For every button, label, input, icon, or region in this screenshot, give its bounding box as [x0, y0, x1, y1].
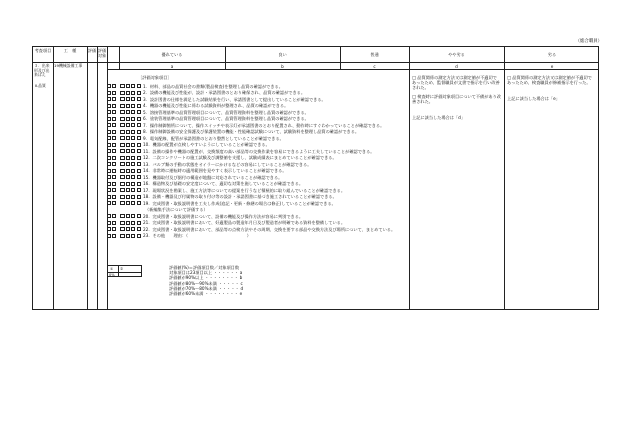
check-square[interactable]	[120, 188, 124, 192]
check-square[interactable]	[107, 104, 111, 108]
check-square[interactable]	[126, 169, 130, 173]
check-square[interactable]	[131, 201, 135, 205]
col_e_text-line: 上記に該当した場合は「e」	[507, 96, 560, 102]
criteria-text: 3．設計図書の仕様を満足した試験結果を行い、承諾図書として提出していることが確認できる。	[143, 96, 326, 102]
criteria-text: 11．設備の操作や機器の配置が、交換頻度の高い部品等の交換作業を容易にできるように工夫していることが確認できる。	[143, 148, 375, 154]
check-square[interactable]	[107, 195, 111, 199]
criteria-checkbox[interactable]	[137, 182, 141, 186]
check-square[interactable]	[107, 84, 111, 88]
check-square[interactable]	[126, 221, 130, 225]
criteria-text: 18．設備・機器及び付属物の取り付け等の設計・承諾図書に基づき施工されていることが確認できる。	[143, 194, 337, 200]
criteria-text: 10．機器の配置が点検しやすいようにしていることが確認できる。	[143, 142, 270, 148]
check-square[interactable]	[107, 143, 111, 147]
header-grade-d: やや劣る	[448, 52, 465, 57]
check-square[interactable]	[120, 91, 124, 95]
grade-c-letter: c	[373, 63, 376, 69]
check-square[interactable]	[120, 201, 124, 205]
criteria-text: 13．バルブ類の手動の状態をオイラーにかけるなどの容易にしていることが確認できる。	[143, 161, 312, 167]
check-square[interactable]	[107, 136, 111, 140]
judge-box	[107, 265, 142, 277]
grade-d-letter: d	[455, 63, 458, 69]
check-square[interactable]	[131, 234, 135, 238]
header-grade-b: 良い	[278, 52, 287, 57]
check-square[interactable]	[107, 130, 111, 134]
check-square[interactable]	[120, 227, 124, 231]
check-square[interactable]	[126, 143, 130, 147]
criteria-text: 5．溶接管理基準の品質管理項目について、品質管理資料を整理し品質の確認ができる。	[143, 109, 309, 115]
check-square[interactable]	[126, 188, 130, 192]
grade-e-conditions	[507, 75, 596, 105]
criteria-text: 4．機器の機能及び性能に係わる試験資料が整理され、品質の確認ができる。	[143, 103, 289, 109]
header-grade-e: 劣る	[547, 52, 557, 57]
check-square[interactable]	[112, 156, 116, 160]
check-square[interactable]	[112, 175, 116, 179]
check-square[interactable]	[131, 149, 135, 153]
check-square[interactable]	[126, 182, 130, 186]
check-square[interactable]	[120, 162, 124, 166]
check-square[interactable]	[112, 221, 116, 225]
check-square[interactable]	[112, 110, 116, 114]
criteria-checkbox[interactable]	[137, 188, 141, 192]
check-square[interactable]	[120, 182, 124, 186]
header-eval-target: 評価対象	[97, 48, 107, 58]
scoring-rules	[169, 265, 243, 296]
check-square[interactable]	[120, 169, 124, 173]
check-square[interactable]	[120, 156, 124, 160]
check-square[interactable]	[131, 84, 135, 88]
criteria-checkbox[interactable]	[137, 149, 141, 153]
scoring-line: 評価値が60%未満 ・・・・・・・・ e	[169, 291, 243, 297]
check-square[interactable]	[107, 169, 111, 173]
check-square[interactable]	[126, 84, 130, 88]
check-square[interactable]	[126, 234, 130, 238]
check-square[interactable]	[126, 130, 130, 134]
check-square[interactable]	[131, 182, 135, 186]
check-square[interactable]	[112, 84, 116, 88]
check-square[interactable]	[112, 97, 116, 101]
check-square[interactable]	[131, 169, 135, 173]
col_d_text-line: 上記に該当した場合は「d」	[412, 115, 465, 121]
criteria-checkbox[interactable]	[137, 84, 141, 88]
check-square[interactable]	[107, 201, 111, 205]
check-square[interactable]	[112, 143, 116, 147]
criteria-text: 22．完成図書・取扱説明書において、部品等の点検方法やその周期、交換を要する部品や交換方法及び場所について、まとめている。	[143, 226, 396, 232]
check-square[interactable]	[107, 162, 111, 166]
scoring-line: 対象項目は23項目以上 ・・・・・・ a	[169, 270, 243, 276]
check-square[interactable]	[126, 156, 130, 160]
check-square[interactable]	[120, 214, 124, 218]
check-square[interactable]	[112, 123, 116, 127]
check-square[interactable]	[107, 175, 111, 179]
check-square[interactable]	[120, 195, 124, 199]
check-square[interactable]	[126, 175, 130, 179]
grade-a-letter: a	[170, 63, 174, 69]
check-square[interactable]	[112, 149, 116, 153]
check-square[interactable]	[112, 91, 116, 95]
check-square[interactable]	[120, 123, 124, 127]
criteria-checkbox[interactable]	[137, 91, 141, 95]
criteria-checkbox[interactable]	[137, 227, 141, 231]
header-grade-c: 普通	[370, 52, 379, 57]
check-square[interactable]	[112, 227, 116, 231]
criteria-text: 17．現場状況を勘案し、施工方法等についての提案を行うなど積極的に取り組んでいることが確認できる。	[143, 187, 346, 193]
criteria-checkbox[interactable]	[137, 195, 141, 199]
col_e_text-line: □ 品質関係の測定方法又は測定値が不適切であったため、検査職員が修補指示を行った。	[507, 75, 592, 86]
check-square[interactable]	[131, 143, 135, 147]
header-item: 考査項目	[34, 48, 52, 53]
check-square[interactable]	[131, 221, 135, 225]
criteria-text: 2．設備の機能及び性能が、設計・承諾図書のとおり確保され、品質の確認ができる。	[143, 90, 306, 96]
criteria-checkbox[interactable]	[137, 221, 141, 225]
check-square[interactable]	[126, 195, 130, 199]
check-square[interactable]	[126, 201, 130, 205]
criteria-title: ［評価対象項目］	[138, 75, 172, 80]
scoring-line: 評価値が90%以上 ・・・・・・・・ b	[169, 275, 243, 281]
criteria-checkbox[interactable]	[137, 117, 141, 121]
check-square[interactable]	[107, 221, 111, 225]
criteria-checkbox[interactable]	[137, 143, 141, 147]
check-square[interactable]	[131, 156, 135, 160]
check-square[interactable]	[126, 117, 130, 121]
check-square[interactable]	[120, 149, 124, 153]
check-square[interactable]	[131, 227, 135, 231]
criteria-item	[137, 233, 407, 240]
check-square[interactable]	[131, 130, 135, 134]
criteria-checkbox[interactable]	[137, 169, 141, 173]
check-square[interactable]	[112, 195, 116, 199]
check-square[interactable]	[107, 149, 111, 153]
check-square[interactable]	[131, 195, 135, 199]
check-square[interactable]	[126, 227, 130, 231]
criteria-checkbox[interactable]	[137, 97, 141, 101]
criteria-checkbox[interactable]	[137, 130, 141, 134]
check-square[interactable]	[131, 214, 135, 218]
criteria-checkbox[interactable]	[137, 136, 141, 140]
check-square[interactable]	[112, 188, 116, 192]
criteria-item	[137, 122, 407, 129]
criteria-text: 15．機器取付及び据付の構造が地盤に対応されていることが確認できる。	[143, 174, 283, 180]
check-square[interactable]	[120, 175, 124, 179]
check-square[interactable]	[126, 104, 130, 108]
criteria-checkbox[interactable]	[137, 110, 141, 114]
check-square[interactable]	[120, 97, 124, 101]
criteria-text: 23．その他 理由：（ ）	[143, 233, 251, 239]
col_d_text-line: □ 品質関係の測定方法又は測定値が不適切であったため、監督職員が文書で指示を行い改善された。	[412, 75, 500, 91]
criteria-text: 7．操作制御箇所について、操作スイッチや表示灯が承諾図書のとおり配置され、動作時にすぐわかっていることが確認できる。	[143, 122, 385, 128]
check-square[interactable]	[107, 117, 111, 121]
check-square[interactable]	[131, 188, 135, 192]
check-square[interactable]	[120, 84, 124, 88]
judge-label-pct: 0%	[109, 273, 115, 277]
scoring-line: 評価値(%)＝評価項目数／対象項目数	[169, 265, 240, 270]
check-square[interactable]	[131, 91, 135, 95]
check-square[interactable]	[131, 97, 135, 101]
row-item: ３．出来形及び出来ばえ	[34, 63, 50, 78]
check-square[interactable]	[107, 234, 111, 238]
criteria-item	[137, 148, 407, 155]
check-square[interactable]	[120, 234, 124, 238]
check-square[interactable]	[107, 214, 111, 218]
criteria-text: 20．完成図書・取扱説明書について、設備の機能及び操作方法が容易に判別できる。	[143, 213, 304, 219]
check-square[interactable]	[112, 130, 116, 134]
check-square[interactable]	[126, 214, 130, 218]
check-square[interactable]	[107, 227, 111, 231]
check-square[interactable]	[112, 136, 116, 140]
check-square[interactable]	[126, 136, 130, 140]
criteria-text: 16．構造物及び基礎の安定度について、適切な対策を施していることが確認できる。	[143, 181, 304, 187]
criteria-checkbox[interactable]	[137, 156, 141, 160]
check-square[interactable]	[112, 214, 116, 218]
note-label: （総合職員）	[575, 39, 602, 44]
criteria-text: （新編集手法について評価する）	[145, 207, 208, 213]
header-eval: 評価	[87, 48, 97, 53]
scoring-line: 評価値が80%～90%未満 ・・・・・ c	[169, 280, 243, 286]
criteria-text: 21．完成図書・取扱説明書において、好適製品の製造年月日及び製造者が明確である資料を整備している。	[143, 220, 346, 226]
check-square[interactable]	[131, 175, 135, 179]
check-square[interactable]	[107, 110, 111, 114]
row-type: 19機械設備工事	[54, 63, 83, 68]
header-grade-a: 優れている	[161, 52, 183, 57]
scoring-line: 評価値が70%～80%未満 ・・・・・ d	[169, 285, 244, 291]
check-square[interactable]	[131, 123, 135, 127]
check-square[interactable]	[126, 149, 130, 153]
criteria-text: 9．電気配線、配管が承諾図書のとおり整然としていることが確認できる。	[143, 135, 284, 141]
criteria-text: 19．完成図書・取扱説明書を工夫し作成(追記・更新・修繕の場合は修正)していることが確認できる。	[143, 200, 336, 206]
check-square[interactable]	[107, 97, 111, 101]
check-square[interactable]	[131, 162, 135, 166]
criteria-checkbox[interactable]	[137, 214, 141, 218]
check-square[interactable]	[126, 97, 130, 101]
criteria-text: 12．二次コンクリートの施工試験及び調整値を支援し、試験成績表にまとめていることが確認できる。	[143, 155, 337, 161]
criteria-list	[137, 83, 407, 239]
check-square[interactable]	[120, 221, 124, 225]
criteria-text: 8．操作制御設備の安全保護及び保護装置の機能・性能確認試験について、試験資料を整理し品質の確認ができる。	[143, 129, 360, 135]
check-square[interactable]	[112, 169, 116, 173]
col_d_text-line	[412, 107, 501, 112]
check-square[interactable]	[120, 130, 124, 134]
col_e_text-line	[507, 88, 596, 93]
criteria-checkbox[interactable]	[137, 123, 141, 127]
check-square[interactable]	[112, 162, 116, 166]
criteria-checkbox[interactable]	[137, 162, 141, 166]
check-square[interactable]	[107, 91, 111, 95]
check-square[interactable]	[126, 110, 130, 114]
check-square[interactable]	[120, 136, 124, 140]
criteria-item	[137, 226, 407, 233]
check-square[interactable]	[131, 136, 135, 140]
check-square[interactable]	[126, 123, 130, 127]
check-square[interactable]	[112, 234, 116, 238]
judge-label-b: ②	[120, 267, 124, 271]
check-square[interactable]	[112, 117, 116, 121]
check-square[interactable]	[107, 156, 111, 160]
grade-e-letter: e	[550, 63, 554, 69]
check-square[interactable]	[120, 143, 124, 147]
evaluation-sheet	[32, 46, 599, 310]
criteria-checkbox[interactable]	[137, 201, 141, 205]
judge-label-a: ①	[110, 267, 114, 271]
criteria-checkbox[interactable]	[137, 234, 141, 238]
header-type: 工 種	[63, 48, 77, 53]
col_d_text-line: □ 検査時に評価対象項目について不備があり改善された。	[412, 93, 501, 104]
check-square[interactable]	[126, 162, 130, 166]
check-square[interactable]	[131, 117, 135, 121]
row-sub: Ⅱ.品質	[35, 83, 46, 88]
check-square[interactable]	[112, 182, 116, 186]
check-square[interactable]	[120, 104, 124, 108]
check-square[interactable]	[107, 188, 111, 192]
check-square[interactable]	[131, 104, 135, 108]
grade-d-conditions	[412, 75, 501, 123]
check-square[interactable]	[120, 117, 124, 121]
criteria-checkbox[interactable]	[137, 104, 141, 108]
check-square[interactable]	[126, 91, 130, 95]
criteria-text: 6．塗装管理基準の品質管理項目について、品質管理資料を整理し品質の確認ができる。	[143, 116, 309, 122]
check-square[interactable]	[107, 182, 111, 186]
criteria-checkbox[interactable]	[137, 175, 141, 179]
check-square[interactable]	[112, 104, 116, 108]
check-square[interactable]	[107, 123, 111, 127]
check-square[interactable]	[120, 110, 124, 114]
check-square[interactable]	[131, 110, 135, 114]
criteria-text: 1．材料、部品の品質社会の書類(製品検査)を整理し品質の確認ができる。	[143, 83, 283, 89]
criteria-text: 14．非常時に運転時の適用範囲を見やすく表示していることが確認できる。	[143, 168, 287, 174]
check-square[interactable]	[112, 201, 116, 205]
grade-b-letter: b	[281, 63, 284, 69]
